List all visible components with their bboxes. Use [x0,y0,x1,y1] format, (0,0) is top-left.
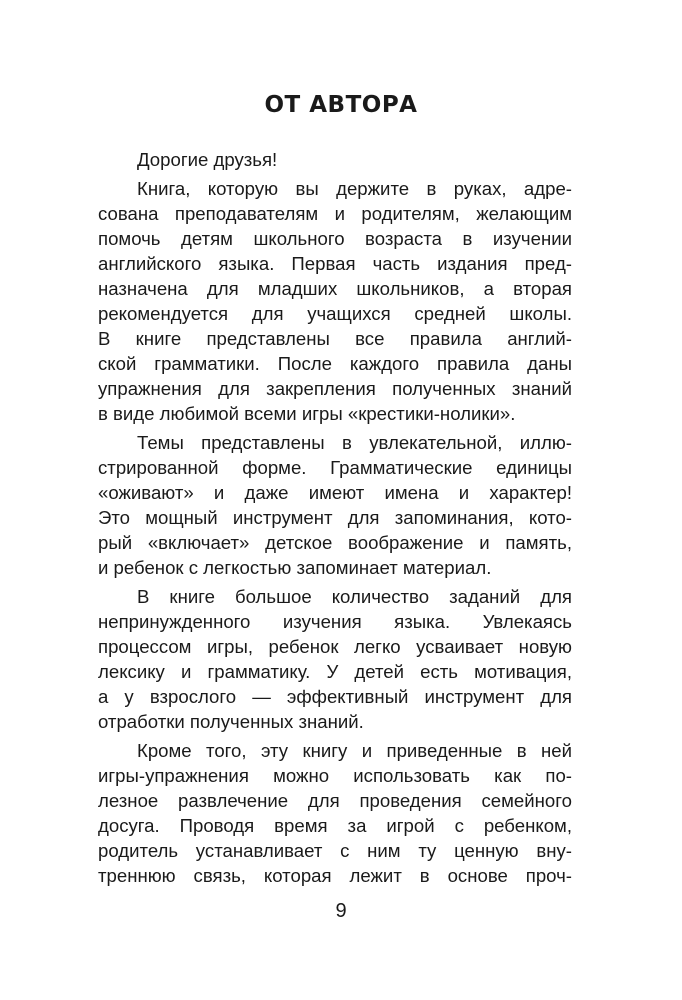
text-line: а у взрослого — эффективный инструмент для [98,686,572,707]
text-line: отработки полученных знаний. [98,711,364,732]
text-line: досуга. Проводя время за игрой с ребенком, [98,815,572,836]
paragraph-1 [98,176,572,426]
text-line: треннюю связь, которая лежит в основе проч- [98,865,572,886]
greeting-line: Дорогие друзья! [137,149,278,170]
text-line: В книге представлены все правила англий- [98,328,572,349]
text-line: Это мощный инструмент для запоминания, кото- [98,507,572,528]
text-line: непринужденного изучения языка. Увлекаясь [98,611,572,632]
text-line: лексику и грамматику. У детей есть мотивация, [98,661,572,682]
paragraph-4 [98,738,572,888]
paragraph-3 [98,584,572,734]
text-line: в виде любимой всеми игры «крестики-нолики». [98,403,516,424]
text-line: игры-упражнения можно использовать как по- [98,765,572,786]
text-line: английского языка. Первая часть издания пред- [98,253,572,274]
body-text [98,147,572,892]
text-line: лезное развлечение для проведения семейного [98,790,572,811]
page-title: ОТ АВТОРА [264,92,418,118]
text-line: ской грамматики. После каждого правила даны [98,353,572,374]
text-line: Книга, которую вы держите в руках, адре- [137,178,572,199]
text-line: Темы представлены в увлекательной, иллю- [137,432,572,453]
text-line: рый «включает» детское воображение и память, [98,532,572,553]
text-line: назначена для младших школьников, а вторая [98,278,572,299]
text-line: стрированной форме. Грамматические единицы [98,457,572,478]
text-line: «оживают» и даже имеют имена и характер! [98,482,572,503]
paragraph-2 [98,430,572,580]
text-line: упражнения для закрепления полученных знаний [98,378,572,399]
page-number: 9 [335,900,347,922]
text-line: рекомендуется для учащихся средней школы. [98,303,572,324]
text-line: процессом игры, ребенок легко усваивает новую [98,636,572,657]
text-line: Кроме того, эту книгу и приведенные в ней [137,740,572,761]
text-line: помочь детям школьного возраста в изучении [98,228,572,249]
text-line: В книге большое количество заданий для [137,586,572,607]
text-line: сована преподавателям и родителям, желающим [98,203,572,224]
greeting-paragraph [98,147,572,172]
text-line: и ребенок с легкостью запоминает материал. [98,557,492,578]
text-line: родитель устанавливает с ним ту ценную вну- [98,840,572,861]
